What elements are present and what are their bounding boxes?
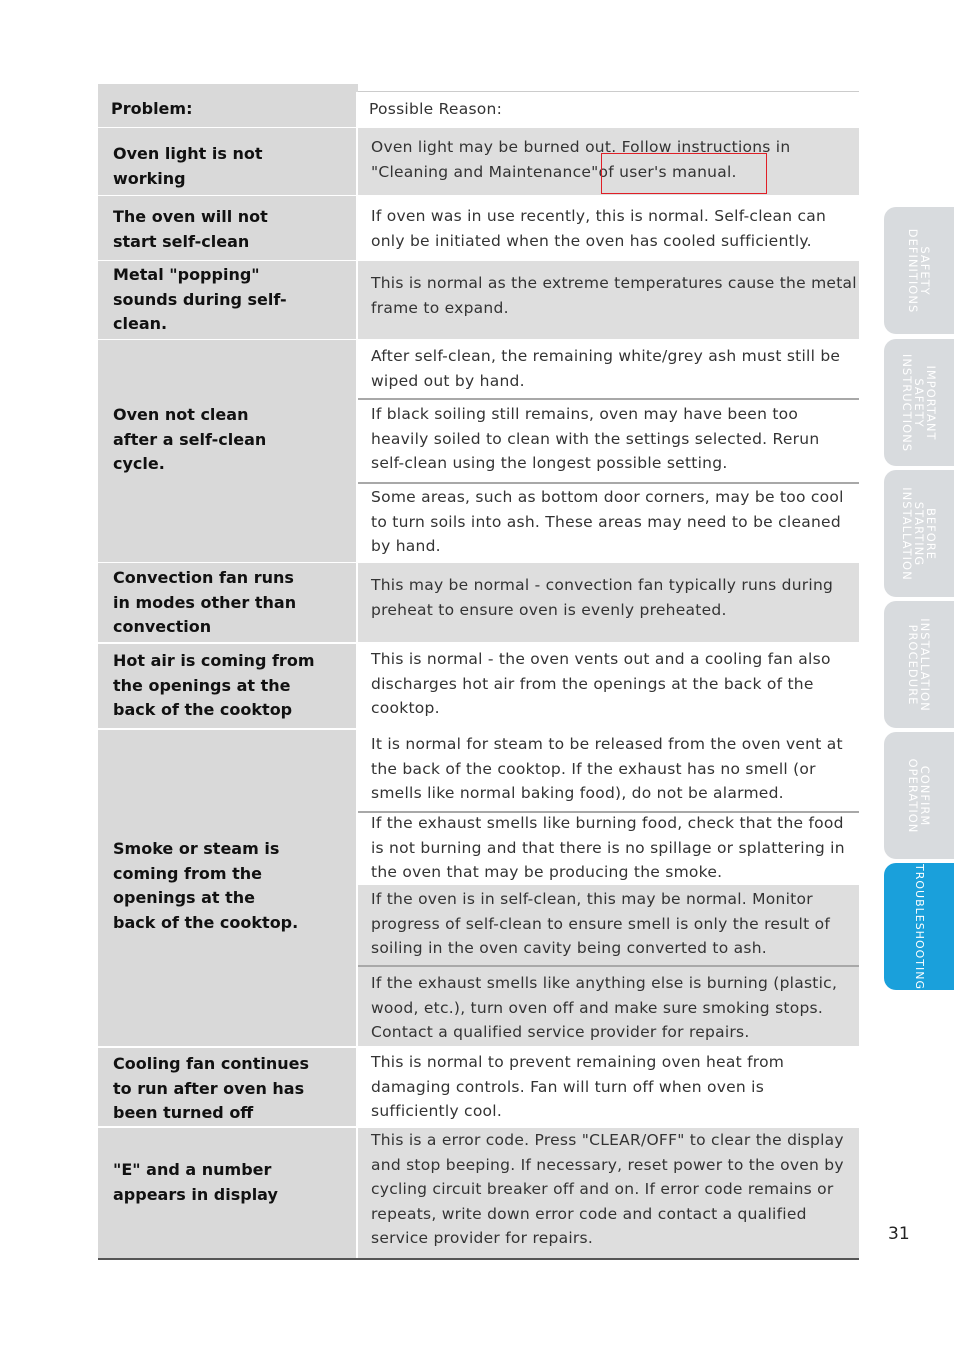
tab-label: CONFIRM OPERATION [906, 758, 932, 833]
problem-cell-not-clean [98, 340, 356, 562]
problem-cell-smoke [98, 730, 356, 1046]
tab-label: TROUBLESHOOTING [913, 863, 926, 990]
tab-safety-definitions[interactable] [884, 207, 954, 334]
problem-text: Convection fan runs in modes other than convection [113, 568, 297, 636]
table-bottom-border [98, 1258, 859, 1260]
reason-text: If black soiling still remains, oven may have been too heavily soiled to clean with the settings selected. Rerun self-clean using the longest possible setting. [371, 405, 820, 472]
reason-text: This may be normal - convection fan typically runs during preheat to ensure oven is evenly preheated. [371, 576, 834, 619]
problem-text: The oven will not start self-clean [113, 207, 268, 251]
reason-text: If the oven is in self-clean, this may be normal. Monitor progress of self-clean to ensure smell is only the result of soiling in the oven cavity being converted to ash. [371, 890, 831, 957]
header-problem-cell [98, 91, 356, 127]
tab-important-safety-instructions[interactable] [884, 339, 954, 466]
tab-before-starting-installation[interactable] [884, 470, 954, 597]
problem-text: Oven not clean after a self-clean cycle. [113, 405, 267, 473]
reason-cell [358, 1048, 859, 1126]
page-number: 31 [888, 1224, 910, 1244]
highlight-box [601, 153, 767, 194]
problem-cell-self-clean [98, 196, 356, 260]
reason-cell [358, 813, 859, 885]
problem-text: Cooling fan continues to run after oven has been turned off [113, 1054, 309, 1122]
reason-cell [358, 730, 859, 811]
reason-text: If the exhaust smells like burning food, check that the food is not burning and that there is no spillage or splattering in the oven that may be producing the smoke. [371, 814, 845, 881]
reason-text: This is normal to prevent remaining oven heat from damaging controls. Fan will turn off when oven is sufficiently cool. [371, 1053, 785, 1120]
reason-text: After self-clean, the remaining white/grey ash must still be wiped out by hand. [371, 347, 841, 390]
problem-cell-popping [98, 261, 356, 339]
reason-cell [358, 484, 859, 562]
tab-confirm-operation[interactable] [884, 732, 954, 859]
header-reason: Possible Reason: [369, 100, 503, 118]
tab-installation-procedure[interactable] [884, 601, 954, 728]
reason-cell [358, 563, 859, 642]
problem-cell-cooling-fan [98, 1048, 356, 1126]
problem-cell-error-code [98, 1128, 356, 1258]
reason-text: If oven was in use recently, this is normal. Self-clean can only be initiated when the oven has cooled sufficiently. [371, 207, 827, 250]
reason-cell [358, 967, 859, 1046]
tab-troubleshooting[interactable] [884, 863, 954, 990]
problem-text: Smoke or steam is coming from the openings at the back of the cooktop. [113, 839, 299, 932]
problem-text: Oven light is not working [113, 144, 263, 188]
header-reason-cell [358, 91, 859, 127]
problem-cell-hot-air [98, 644, 356, 728]
reason-cell [358, 400, 859, 482]
reason-cell [358, 340, 859, 398]
reason-cell [358, 885, 859, 965]
reason-cell [358, 644, 859, 728]
tab-label: SAFETY DEFINITIONS [906, 228, 932, 313]
reason-cell [358, 1128, 859, 1258]
reason-text: It is normal for steam to be released from the oven vent at the back of the cooktop. If the exhaust has no smell (or smells like normal baking food), do not be alarmed. [371, 735, 843, 802]
reason-text: This is normal as the extreme temperatures cause the metal frame to expand. [371, 274, 857, 317]
reason-text: This is normal - the oven vents out and a cooling fan also discharges hot air from the openings at the back of the cooktop. [371, 650, 831, 717]
reason-text: Some areas, such as bottom door corners, may be too cool to turn soils into ash. These areas may need to be cleaned by hand. [371, 488, 844, 555]
tab-label: IMPORTANT SAFETY INSTRUCTIONS [900, 353, 938, 452]
header-problem: Problem: [111, 99, 193, 118]
problem-cell-oven-light [98, 128, 356, 195]
problem-text: Hot air is coming from the openings at the back of the cooktop [113, 651, 315, 719]
problem-text: Metal "popping" sounds during self- clean. [113, 265, 287, 333]
tab-label: BEFORE STARTING INSTALLATION [900, 486, 938, 581]
problem-text: "E" and a number appears in display [113, 1160, 278, 1204]
reason-text: Oven light may be burned out. Follow instructions in "Cleaning and Maintenance"of user's manual. [371, 138, 791, 181]
tab-label: INSTALLATION PROCEDURE [906, 617, 932, 712]
reason-text: If the exhaust smells like anything else is burning (plastic, wood, etc.), turn oven off and make sure smoking stops. Contact a qualified service provider for repairs. [371, 974, 838, 1041]
reason-cell [358, 196, 859, 260]
reason-cell [358, 261, 859, 339]
reason-text: This is a error code. Press "CLEAR/OFF" to clear the display and stop beeping. If necessary, reset power to the oven by cycling circuit breaker off and on. If error code remains or repeats, write down error code and contact a qualified service provider for repairs. [371, 1131, 844, 1247]
problem-cell-convection [98, 563, 356, 642]
